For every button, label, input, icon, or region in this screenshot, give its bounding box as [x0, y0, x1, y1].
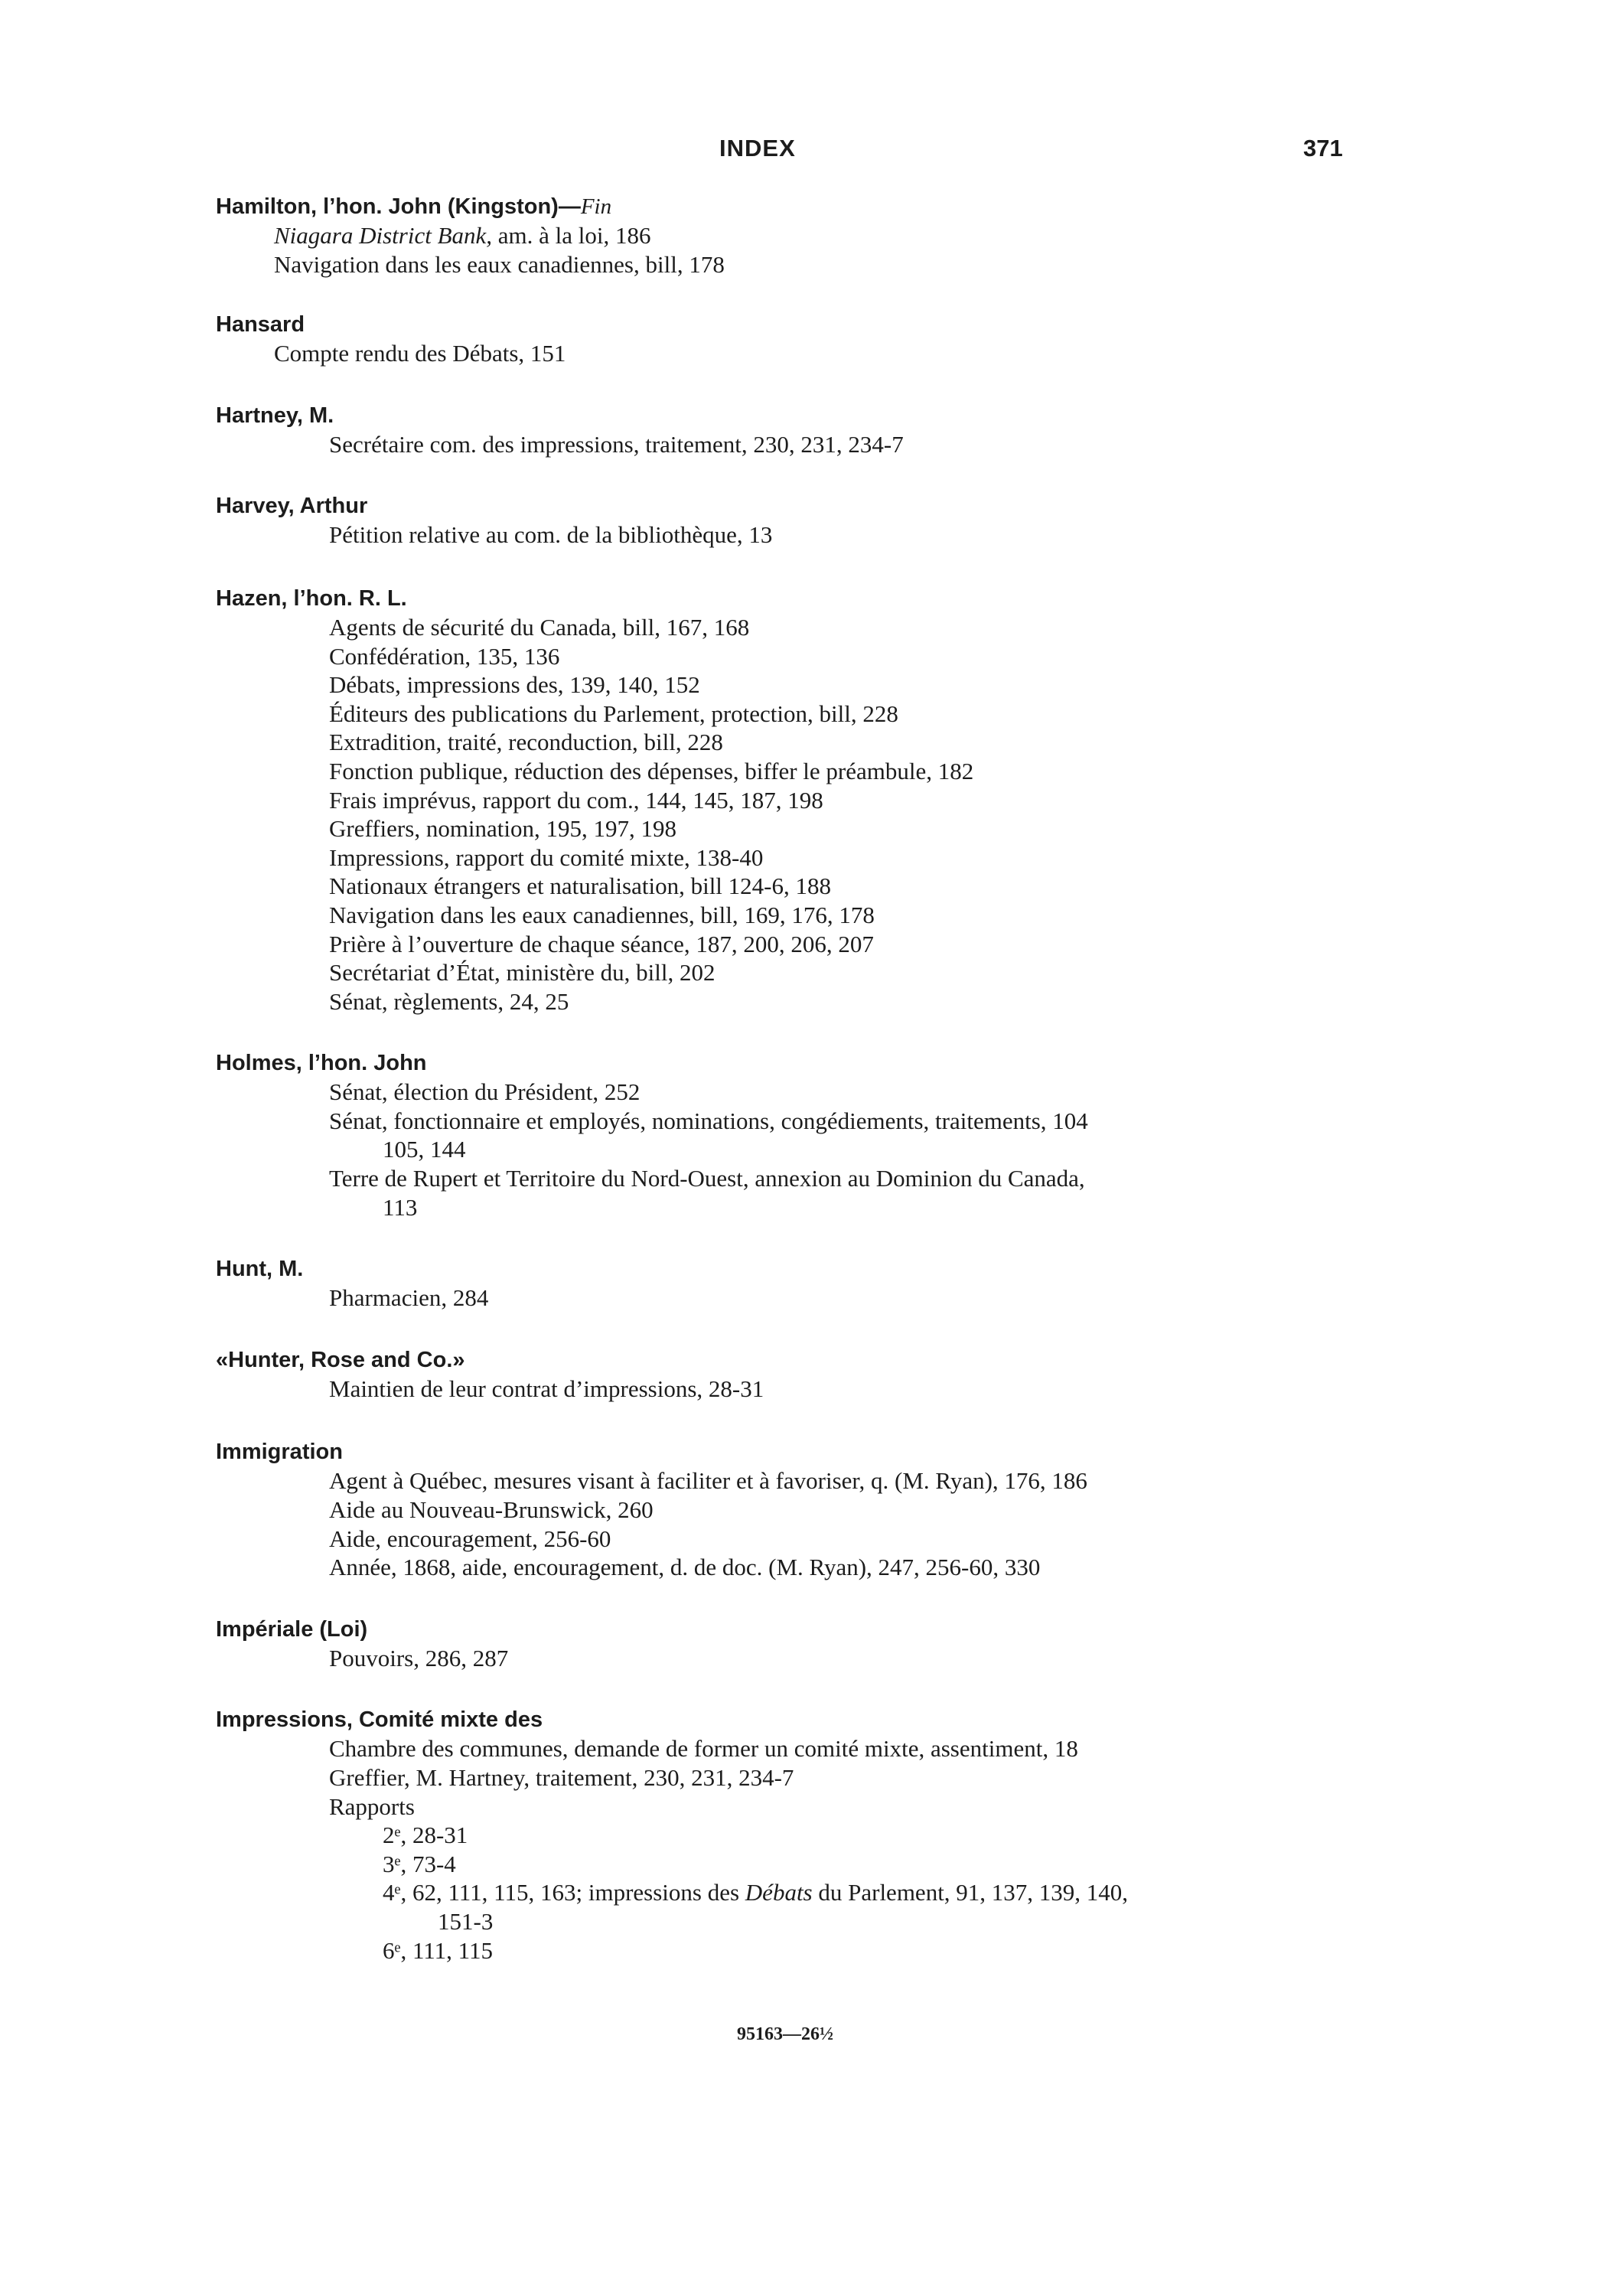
- subentry: Secrétaire com. des impressions, traitement, 230, 231, 234-7: [329, 430, 904, 458]
- entry-heading: Hazen, l’hon. R. L.: [216, 585, 407, 611]
- index-entry-hansard: [216, 311, 1371, 368]
- sub-subentry: 2ᵉ, 28-31: [383, 1821, 468, 1849]
- subentry-text: 4ᵉ, 62, 111, 115, 163; impressions des: [383, 1879, 745, 1906]
- subentry-text: du Parlement, 91, 137, 139, 140,: [812, 1879, 1129, 1906]
- subentry-italic-title: Niagara District Bank,: [274, 222, 493, 249]
- page-number: 371: [1303, 135, 1343, 161]
- entry-heading: Immigration: [216, 1440, 343, 1465]
- subentry: Éditeurs des publications du Parlement, protection, bill, 228: [329, 700, 898, 727]
- printer-signature: 95163—26½: [737, 2024, 833, 2044]
- subentry: Année, 1868, aide, encouragement, d. de doc. (M. Ryan), 247, 256-60, 330: [329, 1554, 1041, 1581]
- index-entry-immigration: [216, 1438, 1371, 1581]
- sub-subentry: 6ᵉ, 111, 115: [383, 1936, 493, 1964]
- index-entry-hunter-rose: [216, 1346, 1371, 1404]
- subentry: Navigation dans les eaux canadiennes, bill, 178: [274, 250, 725, 278]
- subentry: Terre de Rupert et Territoire du Nord-Ouest, annexion au Dominion du Canada,: [329, 1165, 1085, 1192]
- index-entries: [216, 193, 1371, 1965]
- entry-heading: «Hunter, Rose and Co.»: [216, 1347, 465, 1372]
- entry-heading: Impressions, Comité mixte des: [216, 1707, 543, 1733]
- subentry: Compte rendu des Débats, 151: [274, 340, 566, 367]
- subentry: Frais imprévus, rapport du com., 144, 145, 187, 198: [329, 786, 823, 814]
- subentry: Pouvoirs, 286, 287: [329, 1644, 509, 1671]
- sub-subentry-continuation: 151-3: [438, 1907, 494, 1935]
- sub-subentry: [216, 1878, 1371, 1907]
- entry-heading-continued: Fin: [580, 194, 612, 219]
- running-head-title: INDEX: [719, 135, 796, 161]
- entry-heading: Hansard: [216, 312, 305, 338]
- index-entry-hamilton: [216, 193, 1371, 279]
- entry-heading: Impériale (Loi): [216, 1616, 368, 1642]
- subentry-italic-title: Débats: [745, 1879, 813, 1906]
- entry-heading-name: Hamilton, l’hon. John (Kingston)—: [216, 194, 581, 219]
- entry-heading: [216, 193, 1371, 221]
- index-entry-imperiale: [216, 1616, 1371, 1673]
- subentry: Débats, impressions des, 139, 140, 152: [329, 671, 700, 699]
- entry-heading: Harvey, Arthur: [216, 494, 368, 519]
- subentry: Greffier, M. Hartney, traitement, 230, 231, 234-7: [329, 1764, 794, 1791]
- subentry: Confédération, 135, 136: [329, 642, 560, 670]
- subentry: Pharmacien, 284: [329, 1284, 489, 1312]
- subentry-continuation: 105, 144: [383, 1136, 466, 1163]
- sub-subentry: 3ᵉ, 73-4: [383, 1850, 456, 1877]
- subentry: Nationaux étrangers et naturalisation, bill 124-6, 188: [329, 872, 831, 900]
- subentry: Pétition relative au com. de la bibliothèque, 13: [329, 521, 773, 549]
- index-entry-holmes: [216, 1049, 1371, 1221]
- subentry: Secrétariat d’État, ministère du, bill, 202: [329, 959, 715, 987]
- index-entry-hunt: [216, 1255, 1371, 1313]
- index-entry-impressions: [216, 1706, 1371, 1965]
- subentry: Maintien de leur contrat d’impressions, 28-31: [329, 1375, 764, 1402]
- subentry: Sénat, fonctionnaire et employés, nominations, congédiements, traitements, 104: [329, 1107, 1088, 1134]
- entry-heading: Hunt, M.: [216, 1257, 304, 1282]
- subentry: Sénat, élection du Président, 252: [329, 1078, 641, 1106]
- index-entry-hartney: [216, 402, 1371, 459]
- subentry: Fonction publique, réduction des dépenses, biffer le préambule, 182: [329, 757, 974, 784]
- subentry: Impressions, rapport du comité mixte, 138-40: [329, 843, 764, 871]
- subentry: Rapports: [329, 1792, 415, 1820]
- subentry: Aide au Nouveau-Brunswick, 260: [329, 1496, 654, 1524]
- subentry: [216, 221, 1371, 250]
- subentry: Navigation dans les eaux canadiennes, bill, 169, 176, 178: [329, 901, 875, 928]
- subentry: Agents de sécurité du Canada, bill, 167, 168: [329, 613, 750, 641]
- entry-heading: Hartney, M.: [216, 403, 334, 428]
- subentry-continuation: 113: [383, 1193, 418, 1221]
- subentry: Agent à Québec, mesures visant à faciliter et à favoriser, q. (M. Ryan), 176, 186: [329, 1467, 1087, 1495]
- subentry: Sénat, règlements, 24, 25: [329, 987, 569, 1015]
- subentry: Aide, encouragement, 256-60: [329, 1525, 611, 1552]
- entry-heading: Holmes, l’hon. John: [216, 1051, 427, 1076]
- subentry-text: am. à la loi, 186: [492, 222, 651, 249]
- index-entry-harvey: [216, 492, 1371, 550]
- index-entry-hazen: [216, 585, 1371, 1016]
- subentry: Chambre des communes, demande de former un comité mixte, assentiment, 18: [329, 1735, 1078, 1763]
- subentry: Greffiers, nomination, 195, 197, 198: [329, 815, 677, 843]
- subentry: Extradition, traité, reconduction, bill, 228: [329, 729, 723, 756]
- subentry: Prière à l’ouverture de chaque séance, 187, 200, 206, 207: [329, 930, 874, 957]
